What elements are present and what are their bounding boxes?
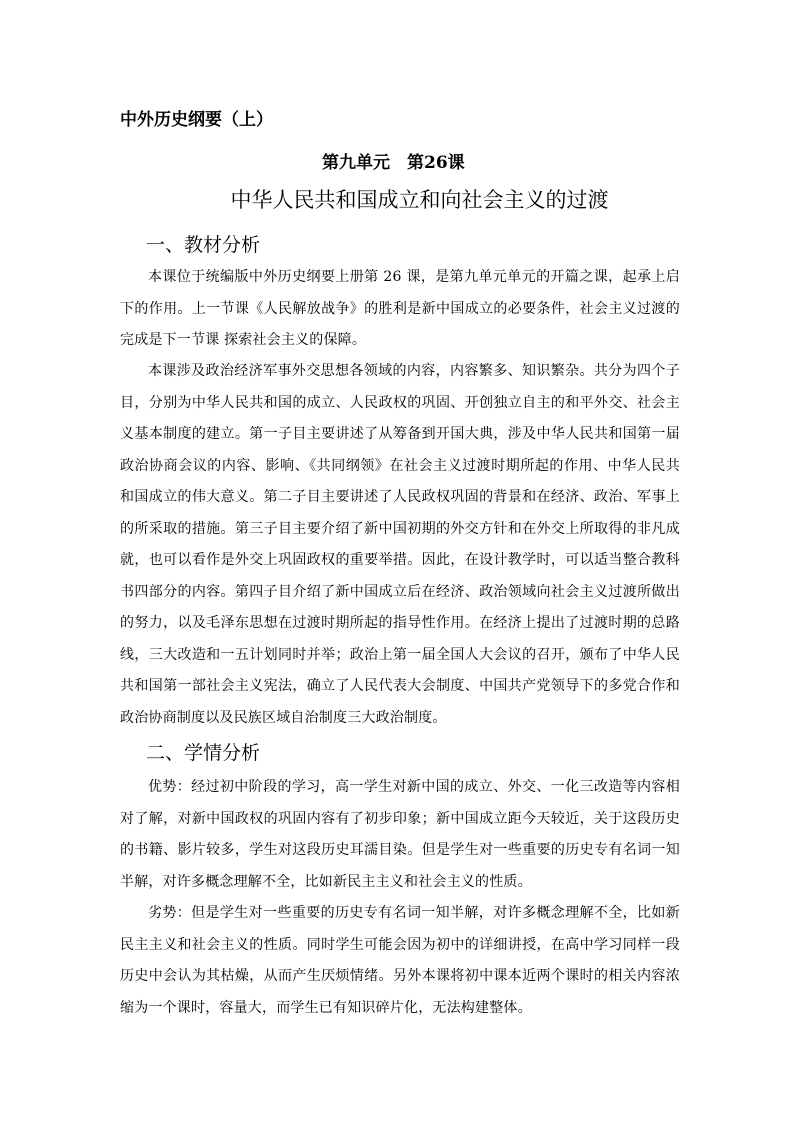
main-title: 中华人民共和国成立和向社会主义的过渡	[230, 188, 609, 212]
paragraph: 优势：经过初中阶段的学习，高一学生对新中国的成立、外交、一化三改造等内容相对了解，对新中国政权的巩固内容有了初步印象；新中国成立距今天较近，关于这段历史的书籍、影片较多，学生对这段历史耳濡目染。但是学生对一些重要的历史专有名词一知半解，对许多概念理解不全，比如新民主主义和社会主义的性质。	[120, 779, 680, 890]
paragraph: 本课涉及政治经济军事外交思想各领域的内容，内容繁多、知识繁杂。共分为四个子目，分别为中华人民共和国的成立、人民政权的巩固、开创独立自主的和平外交、社会主义基本制度的建立。第一子目主要讲述了从筹备到开国大典，涉及中华人民共和国第一届政治协商会议的内容、影响、《共同纲领》在社会主义过渡时期所起的作用、中华人民共和国成立的伟大意义。第二子目主要讲述了人民政权巩固的背景和在经济、政治、军事上的所采取的措施。第三子目主要介绍了新中国初期的外交方针和在外交上所取得的非凡成就，也可以看作是外交上巩固政权的重要举措。因此，在设计教学时，可以适当整合教科书四部分的内容。第四子目介绍了新中国成立后在经济、政治领域向社会主义过渡所做出的努力，以及毛泽东思想在过渡时期所起的指导性作用。在经济上提出了过渡时期的总路线，三大改造和一五计划同时并举；政治上第一届全国人大会议的召开，颁布了中华人民共和国第一部社会主义宪法，确立了人民代表大会制度、中国共产党领导下的多党合作和政治协商制度以及民族区域自治制度三大政治制度。	[120, 363, 680, 726]
paragraph: 本课位于统编版中外历史纲要上册第 26 课，是第九单元单元的开篇之课，起承上启下的作用。上一节课《人民解放战争》的胜利是新中国成立的必要条件，社会主义过渡的完成是下一节课 探索社会主义的保障。	[120, 269, 680, 348]
section-heading-textbook-analysis: 一、教材分析	[146, 234, 261, 256]
lesson-title: 第九单元 第26课	[322, 153, 465, 173]
section-heading-student-analysis: 二、学情分析	[146, 742, 261, 764]
book-title: 中外历史纲要（上）	[120, 110, 273, 130]
paragraph: 劣势：但是学生对一些重要的历史专有名词一知半解，对许多概念理解不全，比如新民主主义和社会主义的性质。同时学生可能会因为初中的详细讲授，在高中学习同样一段历史中会认为其枯燥，从而产生厌烦情绪。另外本课将初中课本近两个课时的相关内容浓缩为一个课时，容量大，而学生已有知识碎片化，无法构建整体。	[120, 905, 680, 1016]
